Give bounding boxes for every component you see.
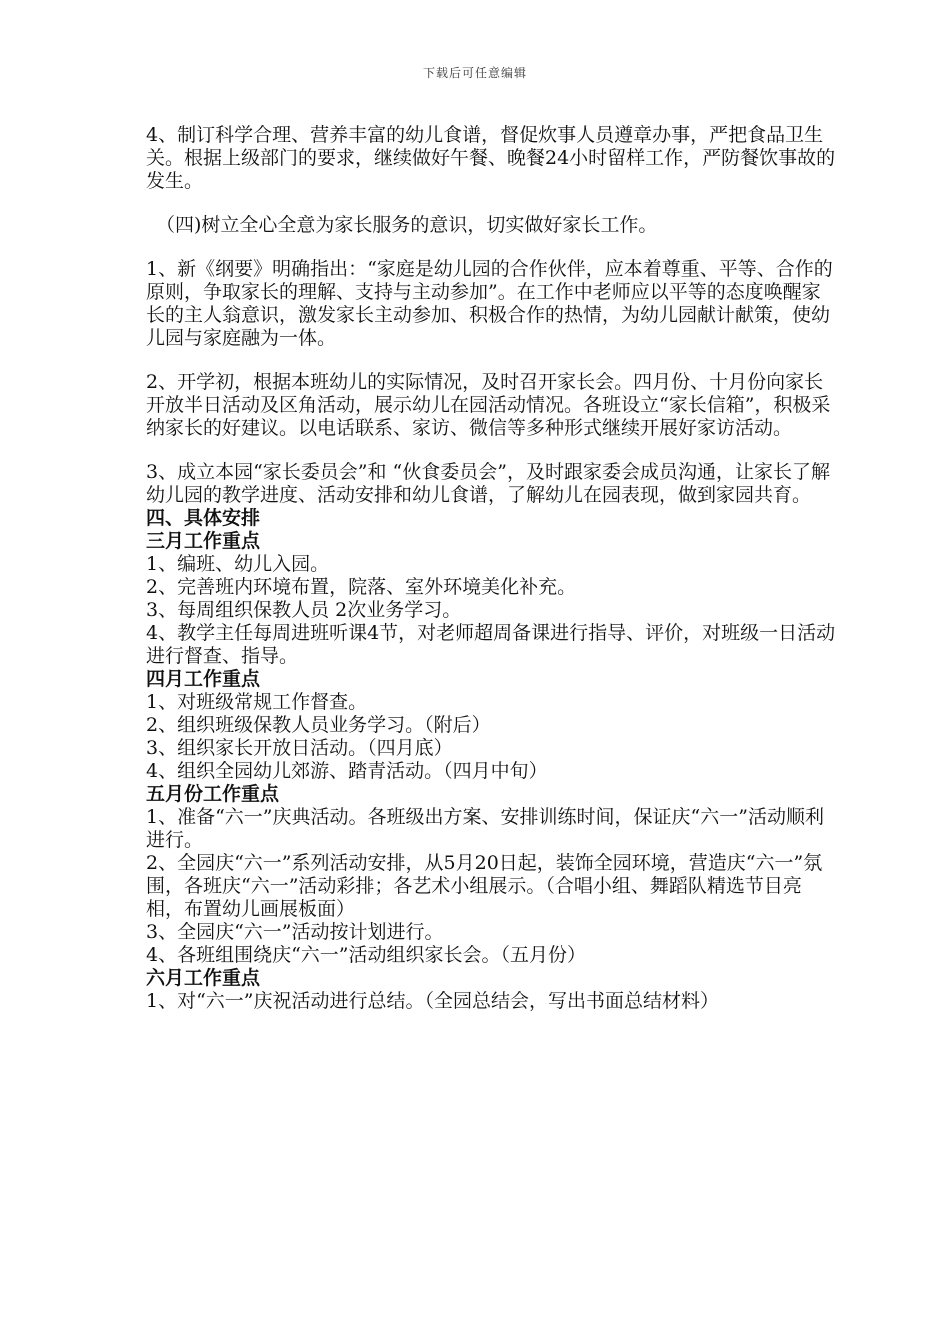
list-item: 3、组织家长开放日活动。（四月底） [146,737,453,759]
paragraph-committees: 3、成立本园“家长委员会”和 “伙食委员会”，及时跟家委会成员沟通，让家长了解幼儿园的教学进度、活动安排和幼儿食谱，了解幼儿在园表现，做到家园共育。 [146,461,830,506]
list-item: 1、编班、幼儿入园。 [146,553,330,575]
specific-arrangements-heading: 四、具体安排 [146,507,261,529]
list-item: 1、准备“六一”庆典活动。各班级出方案、安排训练时间，保证庆“六一”活动顺利进行。 [146,806,824,851]
list-item: 3、全园庆“六一”活动按计划进行。 [146,921,444,943]
paragraph-guidelines: 1、新《纲要》明确指出：“家庭是幼儿园的合作伙伴，应本着尊重、平等、合作的原则，争取家长的理解、支持与主动参加”。在工作中老师应以平等的态度唤醒家长的主人翁意识，激发家长主动参加、积极合作的热情，为幼儿园献计献策，使幼儿园与家庭融为一体。 [146,258,833,349]
section-parent-work-title: （四)树立全心全意为家长服务的意识，切实做好家长工作。 [156,214,658,236]
page-header-note: 下载后可任意编辑 [422,66,527,80]
list-item: 4、组织全园幼儿郊游、踏青活动。（四月中旬） [146,760,548,782]
list-item: 3、每周组织保教人员 2次业务学习。 [146,599,462,621]
may-heading: 五月份工作重点 [146,783,280,805]
paragraph-food-safety: 4、制订科学合理、营养丰富的幼儿食谱，督促炊事人员遵章办事，严把食品卫生关。根据上级部门的要求，继续做好午餐、晚餐24小时留样工作，严防餐饮事故的发生。 [146,124,836,192]
march-heading: 三月工作重点 [146,530,261,552]
june-heading: 六月工作重点 [146,967,261,989]
list-item: 1、对“六一”庆祝活动进行总结。（全园总结会，写出书面总结材料） [146,990,720,1012]
list-item: 2、组织班级保教人员业务学习。（附后） [146,714,491,736]
document-body [146,124,836,1013]
march-list [146,553,836,668]
list-item: 1、对班级常规工作督查。 [146,691,368,713]
april-heading: 四月工作重点 [146,668,261,690]
may-list [146,806,836,967]
paragraph-parent-meeting: 2、开学初，根据本班幼儿的实际情况，及时召开家长会。四月份、十月份向家长开放半日活动及区角活动，展示幼儿在园活动情况。各班设立“家长信箱”，积极采纳家长的好建议。以电话联系、家访、微信等多种形式继续开展好家访活动。 [146,371,831,439]
list-item: 4、教学主任每周进班听课4节，对老师超周备课进行指导、评价，对班级一日活动进行督查、指导。 [146,622,836,667]
list-item: 4、各班组围绕庆“六一”活动组织家长会。（五月份） [146,944,587,966]
april-list [146,691,836,783]
list-item: 2、完善班内环境布置，院落、室外环境美化补充。 [146,576,577,598]
list-item: 2、全园庆“六一”系列活动安排，从5月20日起，装饰全园环境，营造庆“六一”氛围，各班庆“六一”活动彩排；各艺术小组展示。（合唱小组、舞蹈队精选节目亮相，布置幼儿画展板面） [146,852,823,920]
june-list [146,990,836,1013]
